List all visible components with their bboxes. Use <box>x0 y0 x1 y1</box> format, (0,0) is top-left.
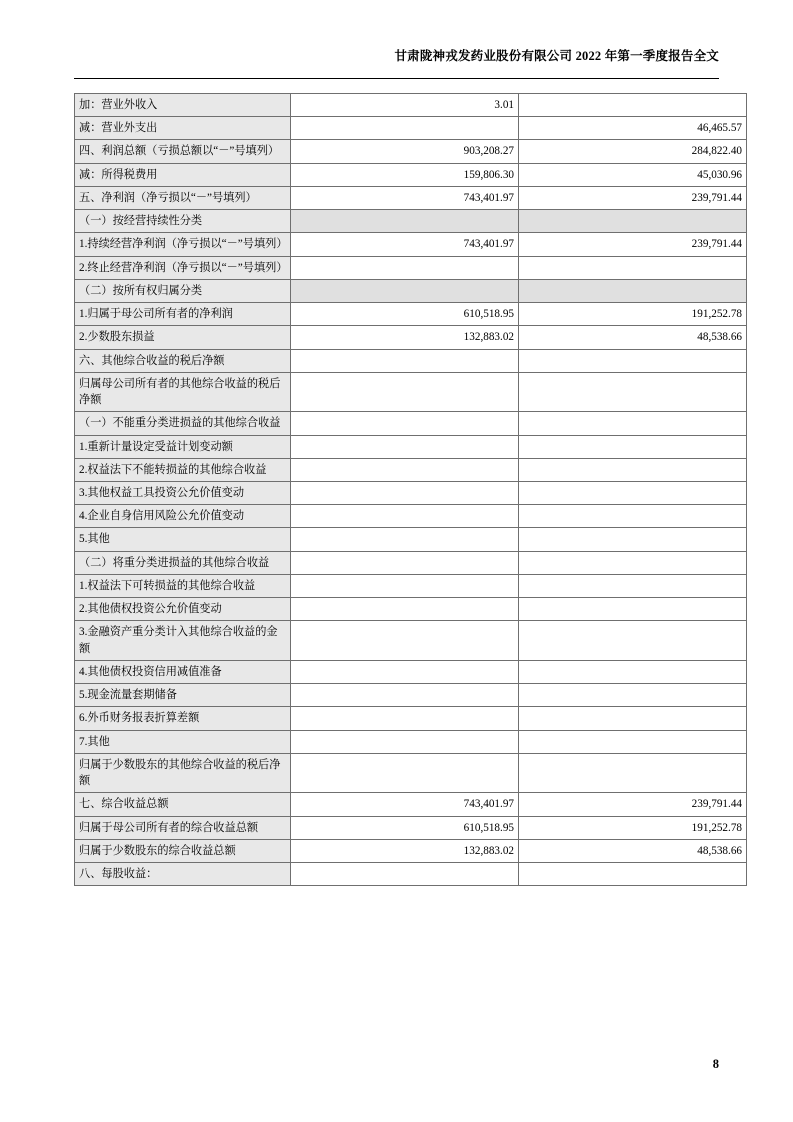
row-value-prior <box>519 94 747 117</box>
row-label: 加：营业外收入 <box>75 94 291 117</box>
row-value-prior <box>519 372 747 411</box>
row-label: 2.少数股东损益 <box>75 326 291 349</box>
table-row <box>75 707 747 730</box>
row-value-current <box>291 862 519 885</box>
row-value-current <box>291 730 519 753</box>
row-value-prior: 48,538.66 <box>519 326 747 349</box>
row-value-prior: 45,030.96 <box>519 163 747 186</box>
page-number: 8 <box>712 1057 719 1071</box>
row-value-current <box>291 435 519 458</box>
table-row <box>75 793 747 816</box>
row-label: 6.外币财务报表折算差额 <box>75 707 291 730</box>
row-value-prior <box>519 684 747 707</box>
row-label: 1.权益法下可转损益的其他综合收益 <box>75 574 291 597</box>
row-value-current: 743,401.97 <box>291 233 519 256</box>
row-value-current: 610,518.95 <box>291 303 519 326</box>
row-value-prior <box>519 279 747 302</box>
table-row <box>75 349 747 372</box>
row-value-current <box>291 684 519 707</box>
table-row <box>75 303 747 326</box>
row-value-current <box>291 660 519 683</box>
row-label: 八、每股收益： <box>75 862 291 885</box>
row-value-prior: 46,465.57 <box>519 117 747 140</box>
row-value-current <box>291 256 519 279</box>
row-label: 五、净利润（净亏损以“－”号填列） <box>75 186 291 209</box>
table-row <box>75 210 747 233</box>
row-value-prior <box>519 660 747 683</box>
financial-table-container <box>74 93 742 886</box>
table-row <box>75 233 747 256</box>
row-value-current: 132,883.02 <box>291 326 519 349</box>
row-label: 六、其他综合收益的税后净额 <box>75 349 291 372</box>
table-row <box>75 598 747 621</box>
table-row <box>75 435 747 458</box>
row-value-prior: 191,252.78 <box>519 816 747 839</box>
table-row <box>75 862 747 885</box>
table-row <box>75 256 747 279</box>
row-label: 4.其他债权投资信用减值准备 <box>75 660 291 683</box>
table-row <box>75 660 747 683</box>
row-value-current: 132,883.02 <box>291 839 519 862</box>
row-value-prior <box>519 256 747 279</box>
row-value-current <box>291 598 519 621</box>
table-row <box>75 753 747 792</box>
row-value-prior: 191,252.78 <box>519 303 747 326</box>
row-label: 3.金融资产重分类计入其他综合收益的金额 <box>75 621 291 660</box>
header-divider <box>74 78 719 79</box>
row-label: 归属于母公司所有者的综合收益总额 <box>75 816 291 839</box>
table-row <box>75 574 747 597</box>
row-value-current: 743,401.97 <box>291 793 519 816</box>
table-row <box>75 186 747 209</box>
row-label: 2.终止经营净利润（净亏损以“－”号填列） <box>75 256 291 279</box>
row-value-current <box>291 753 519 792</box>
row-value-prior: 239,791.44 <box>519 186 747 209</box>
row-value-prior <box>519 598 747 621</box>
table-row <box>75 458 747 481</box>
row-label: 5.现金流量套期储备 <box>75 684 291 707</box>
row-value-current: 743,401.97 <box>291 186 519 209</box>
row-value-current <box>291 505 519 528</box>
row-label: 减：所得税费用 <box>75 163 291 186</box>
row-value-prior <box>519 862 747 885</box>
row-label: 3.其他权益工具投资公允价值变动 <box>75 481 291 504</box>
row-value-prior <box>519 707 747 730</box>
row-value-prior <box>519 458 747 481</box>
row-label: 5.其他 <box>75 528 291 551</box>
table-row <box>75 94 747 117</box>
table-row <box>75 372 747 411</box>
row-value-current <box>291 349 519 372</box>
table-row <box>75 816 747 839</box>
table-row <box>75 839 747 862</box>
row-value-prior <box>519 435 747 458</box>
row-value-prior <box>519 481 747 504</box>
row-value-current <box>291 412 519 435</box>
row-value-current: 159,806.30 <box>291 163 519 186</box>
row-value-current <box>291 279 519 302</box>
row-label: 1.重新计量设定受益计划变动额 <box>75 435 291 458</box>
row-value-current <box>291 117 519 140</box>
table-row <box>75 140 747 163</box>
row-value-prior <box>519 753 747 792</box>
table-row <box>75 730 747 753</box>
income-statement-table <box>74 93 747 886</box>
row-value-prior: 239,791.44 <box>519 793 747 816</box>
row-label: 4.企业自身信用风险公允价值变动 <box>75 505 291 528</box>
row-value-current <box>291 481 519 504</box>
row-value-current: 3.01 <box>291 94 519 117</box>
row-label: 归属母公司所有者的其他综合收益的税后净额 <box>75 372 291 411</box>
row-label: 2.其他债权投资公允价值变动 <box>75 598 291 621</box>
table-row <box>75 117 747 140</box>
row-value-prior <box>519 528 747 551</box>
page-header: 甘肃陇神戎发药业股份有限公司 2022 年第一季度报告全文 <box>394 49 719 63</box>
row-value-prior <box>519 574 747 597</box>
row-label: 四、利润总额（亏损总额以“－”号填列） <box>75 140 291 163</box>
row-value-prior <box>519 412 747 435</box>
row-value-prior <box>519 730 747 753</box>
row-value-prior: 284,822.40 <box>519 140 747 163</box>
row-label: （一）不能重分类进损益的其他综合收益 <box>75 412 291 435</box>
row-value-prior <box>519 210 747 233</box>
table-row <box>75 412 747 435</box>
row-value-current <box>291 210 519 233</box>
row-label: 七、综合收益总额 <box>75 793 291 816</box>
table-row <box>75 163 747 186</box>
table-row <box>75 505 747 528</box>
row-value-current <box>291 707 519 730</box>
row-value-current: 610,518.95 <box>291 816 519 839</box>
table-row <box>75 684 747 707</box>
table-row <box>75 528 747 551</box>
row-label: 归属于少数股东的其他综合收益的税后净额 <box>75 753 291 792</box>
row-value-prior <box>519 621 747 660</box>
row-label: 1.持续经营净利润（净亏损以“－”号填列） <box>75 233 291 256</box>
row-label: 7.其他 <box>75 730 291 753</box>
row-label: （一）按经营持续性分类 <box>75 210 291 233</box>
table-row <box>75 551 747 574</box>
row-value-current <box>291 574 519 597</box>
row-value-current <box>291 458 519 481</box>
table-body <box>75 94 747 886</box>
row-value-prior <box>519 505 747 528</box>
row-label: 2.权益法下不能转损益的其他综合收益 <box>75 458 291 481</box>
row-label: （二）按所有权归属分类 <box>75 279 291 302</box>
row-label: 1.归属于母公司所有者的净利润 <box>75 303 291 326</box>
row-value-current <box>291 551 519 574</box>
row-label: 减：营业外支出 <box>75 117 291 140</box>
table-row <box>75 326 747 349</box>
row-label: （二）将重分类进损益的其他综合收益 <box>75 551 291 574</box>
table-row <box>75 621 747 660</box>
row-value-prior: 48,538.66 <box>519 839 747 862</box>
row-label: 归属于少数股东的综合收益总额 <box>75 839 291 862</box>
row-value-prior <box>519 349 747 372</box>
row-value-current <box>291 528 519 551</box>
row-value-current <box>291 621 519 660</box>
row-value-prior: 239,791.44 <box>519 233 747 256</box>
row-value-current: 903,208.27 <box>291 140 519 163</box>
row-value-current <box>291 372 519 411</box>
table-row <box>75 481 747 504</box>
table-row <box>75 279 747 302</box>
row-value-prior <box>519 551 747 574</box>
